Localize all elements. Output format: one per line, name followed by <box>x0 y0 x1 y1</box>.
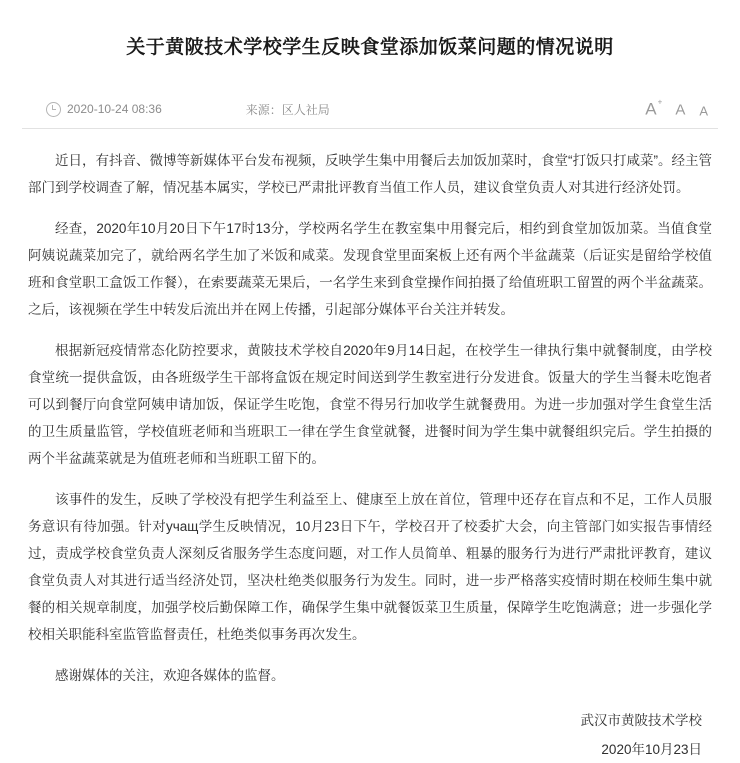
publish-date: 2020-10-24 08:36 <box>67 102 162 117</box>
signature-date: 2020年10月23日 <box>601 742 702 758</box>
article-paragraph: 根据新冠疫情常态化防控要求，黄陂技术学校自2020年9月14日起，在校学生一律执行集中就餐制度，由学校食堂统一提供盒饭，由各班级学生干部将盒饭在规定时间送到学生教室进行分发进食。饭量大的学生当餐未吃饱者可以到餐厅向食堂阿姨申请加饭，保证学生吃饱，食堂不得另行加收学生就餐费用。为进一步加强对学生食堂生活的卫生质量监管，学校值班老师和当班职工一律在学生食堂就餐，进餐时间为学生集中就餐组织完后。学生拍摄的两个半盆蔬菜就是为值班老师和当班职工留下的。 <box>28 343 712 467</box>
font-size-medium-button[interactable]: A <box>675 101 686 119</box>
font-size-large-button[interactable]: A+ <box>645 97 663 119</box>
article-page <box>0 13 740 758</box>
source-value: 区人社局 <box>281 102 330 117</box>
article-paragraph: 近日，有抖音、微博等新媒体平台发布视频，反映学生集中用餐后去加饭加菜时，食堂“打饭只打咸菜”。经主管部门到学校调查了解，情况基本属实，学校已严肃批评教育当值工作人员，建议食堂负责人对其进行经济处罚。 <box>28 153 712 196</box>
page-title: 关于黄陂技术学校学生反映食堂添加饭菜问题的情况说明 <box>126 36 614 58</box>
article-body <box>0 129 740 763</box>
article-paragraph: 感谢媒体的关注，欢迎各媒体的监督。 <box>55 668 285 684</box>
source-label: 来源：区人社局 <box>245 102 330 117</box>
font-size-controls[interactable] <box>645 97 708 119</box>
font-size-small-button[interactable]: A <box>699 103 708 119</box>
article-meta-bar <box>22 90 718 129</box>
article-paragraph: 该事件的发生，反映了学校没有把学生利益至上、健康至上放在首位，管理中还存在盲点和不足，工作人员服务意识有待加强。针对учащ学生反映情况，10月23日下午，学校召开了校委扩大会，向主管部门如实报告事情经过，责成学校食堂负责人深刻反省服务学生态度问题，对工作人员简单、粗暴的服务行为进行严肃批评教育，建议食堂负责人对其进行适当经济处罚，坚决杜绝类似服务行为发生。同时，进一步严格落实疫情时期在校师生集中就餐的相关规章制度，加强学校后勤保障工作，确保学生集中就餐饭菜卫生质量，保障学生吃饱满意；进一步强化学校相关职能科室监管监督责任，杜绝类似事务再次发生。 <box>28 492 712 643</box>
article-paragraph: 经查，2020年10月20日下午17时13分，学校两名学生在教室集中用餐完后，相约到食堂加饭加菜。当值食堂阿姨说蔬菜加完了，就给两名学生加了米饭和咸菜。发现食堂里面案板上还有两个半盆蔬菜（后证实是留给学校值班和食堂职工盒饭工作餐），在索要蔬菜无果后，一名学生来到食堂操作间拍摄了给值班职工留置的两个半盆蔬菜。之后，该视频在学生中转发后流出并在网上传播，引起部分媒体平台关注并转发。 <box>28 221 712 318</box>
publish-date-group <box>22 102 162 117</box>
signature-org: 武汉市黄陂技术学校 <box>580 713 702 729</box>
clock-icon <box>46 102 61 117</box>
article-signature <box>28 707 712 763</box>
